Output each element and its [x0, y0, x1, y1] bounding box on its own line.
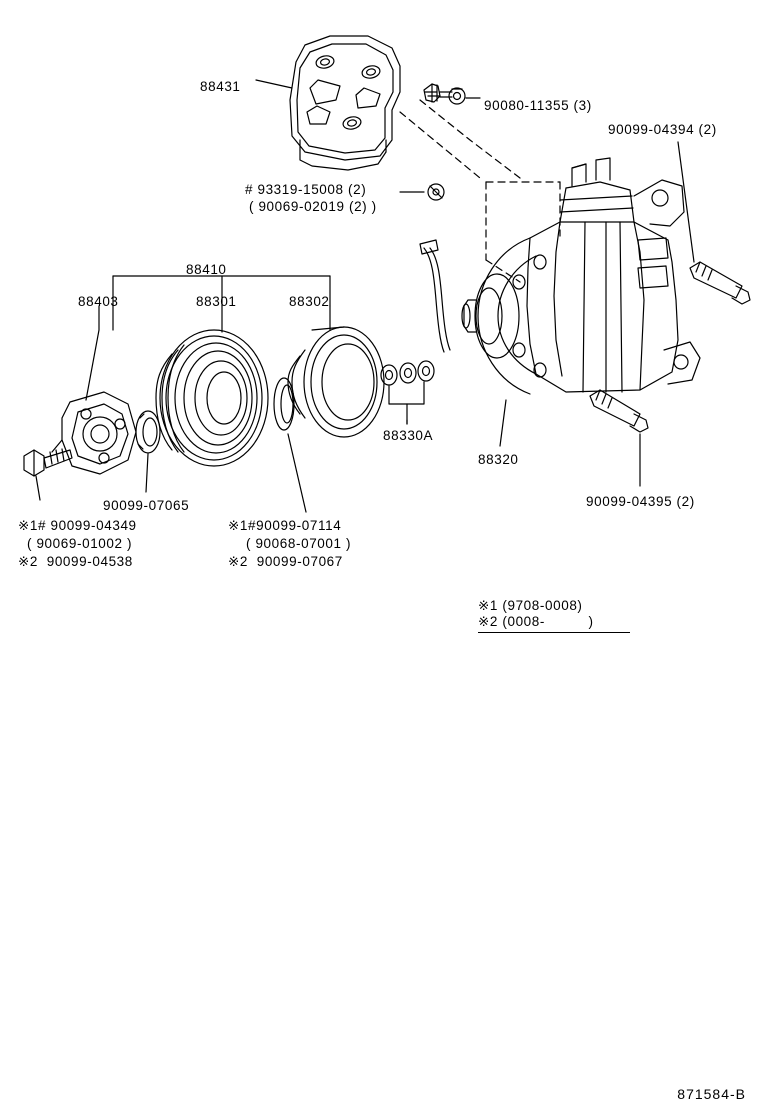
legend-line-1: ※1 (9708-0008)	[478, 598, 583, 613]
part-88320-compressor	[462, 158, 700, 394]
label-88302: 88302	[289, 294, 330, 309]
label-x1-90099-04349: ※1# 90099-04349	[18, 518, 137, 533]
label-x2-90099-04538: ※2 90099-04538	[18, 554, 133, 569]
part-88330A-washers	[381, 361, 434, 424]
label-88410: 88410	[186, 262, 227, 277]
label-88320: 88320	[478, 452, 519, 467]
label-90099-07065: 90099-07065	[103, 498, 190, 513]
part-93319-15008-washer	[428, 184, 444, 200]
label-90099-04395: 90099-04395 (2)	[586, 494, 695, 509]
label-88403: 88403	[78, 294, 119, 309]
part-88301-pulley	[156, 330, 268, 466]
label-90069-02019: ( 90069-02019 (2) )	[249, 199, 377, 214]
label-88431: 88431	[200, 79, 241, 94]
part-88403-plate	[52, 392, 136, 474]
label-x1-90099-07114: ※1#90099-07114	[228, 518, 342, 533]
label-93319-15008: # 93319-15008 (2)	[245, 182, 367, 197]
part-88431-bracket	[290, 36, 400, 170]
label-90068-07001: ( 90068-07001 )	[246, 536, 352, 551]
diagram-code: 871584-B	[677, 1086, 746, 1102]
label-x2-90099-07067: ※2 90099-07067	[228, 554, 343, 569]
label-88330A: 88330A	[383, 428, 434, 443]
legend-rule	[478, 632, 630, 633]
label-88301: 88301	[196, 294, 237, 309]
part-90099-04394-bolts	[690, 262, 750, 304]
part-90099-07065-shim	[136, 411, 160, 453]
label-90080-11355: 90080-11355 (3)	[484, 98, 592, 113]
part-88302-rotor	[288, 327, 384, 437]
label-90099-04394: 90099-04394 (2)	[608, 122, 717, 137]
legend-box	[478, 598, 644, 633]
part-90099-04395-bolts	[590, 390, 648, 432]
part-snap-ring	[274, 378, 294, 430]
part-90080-11355-bolt	[424, 84, 465, 104]
label-90069-01002: ( 90069-01002 )	[27, 536, 133, 551]
legend-line-2: ※2 (0008- )	[478, 614, 594, 629]
assembly-dashed-lines	[400, 100, 560, 282]
part-90099-04349-bolt	[24, 449, 72, 476]
part-clutch-lead-wire	[420, 240, 450, 352]
